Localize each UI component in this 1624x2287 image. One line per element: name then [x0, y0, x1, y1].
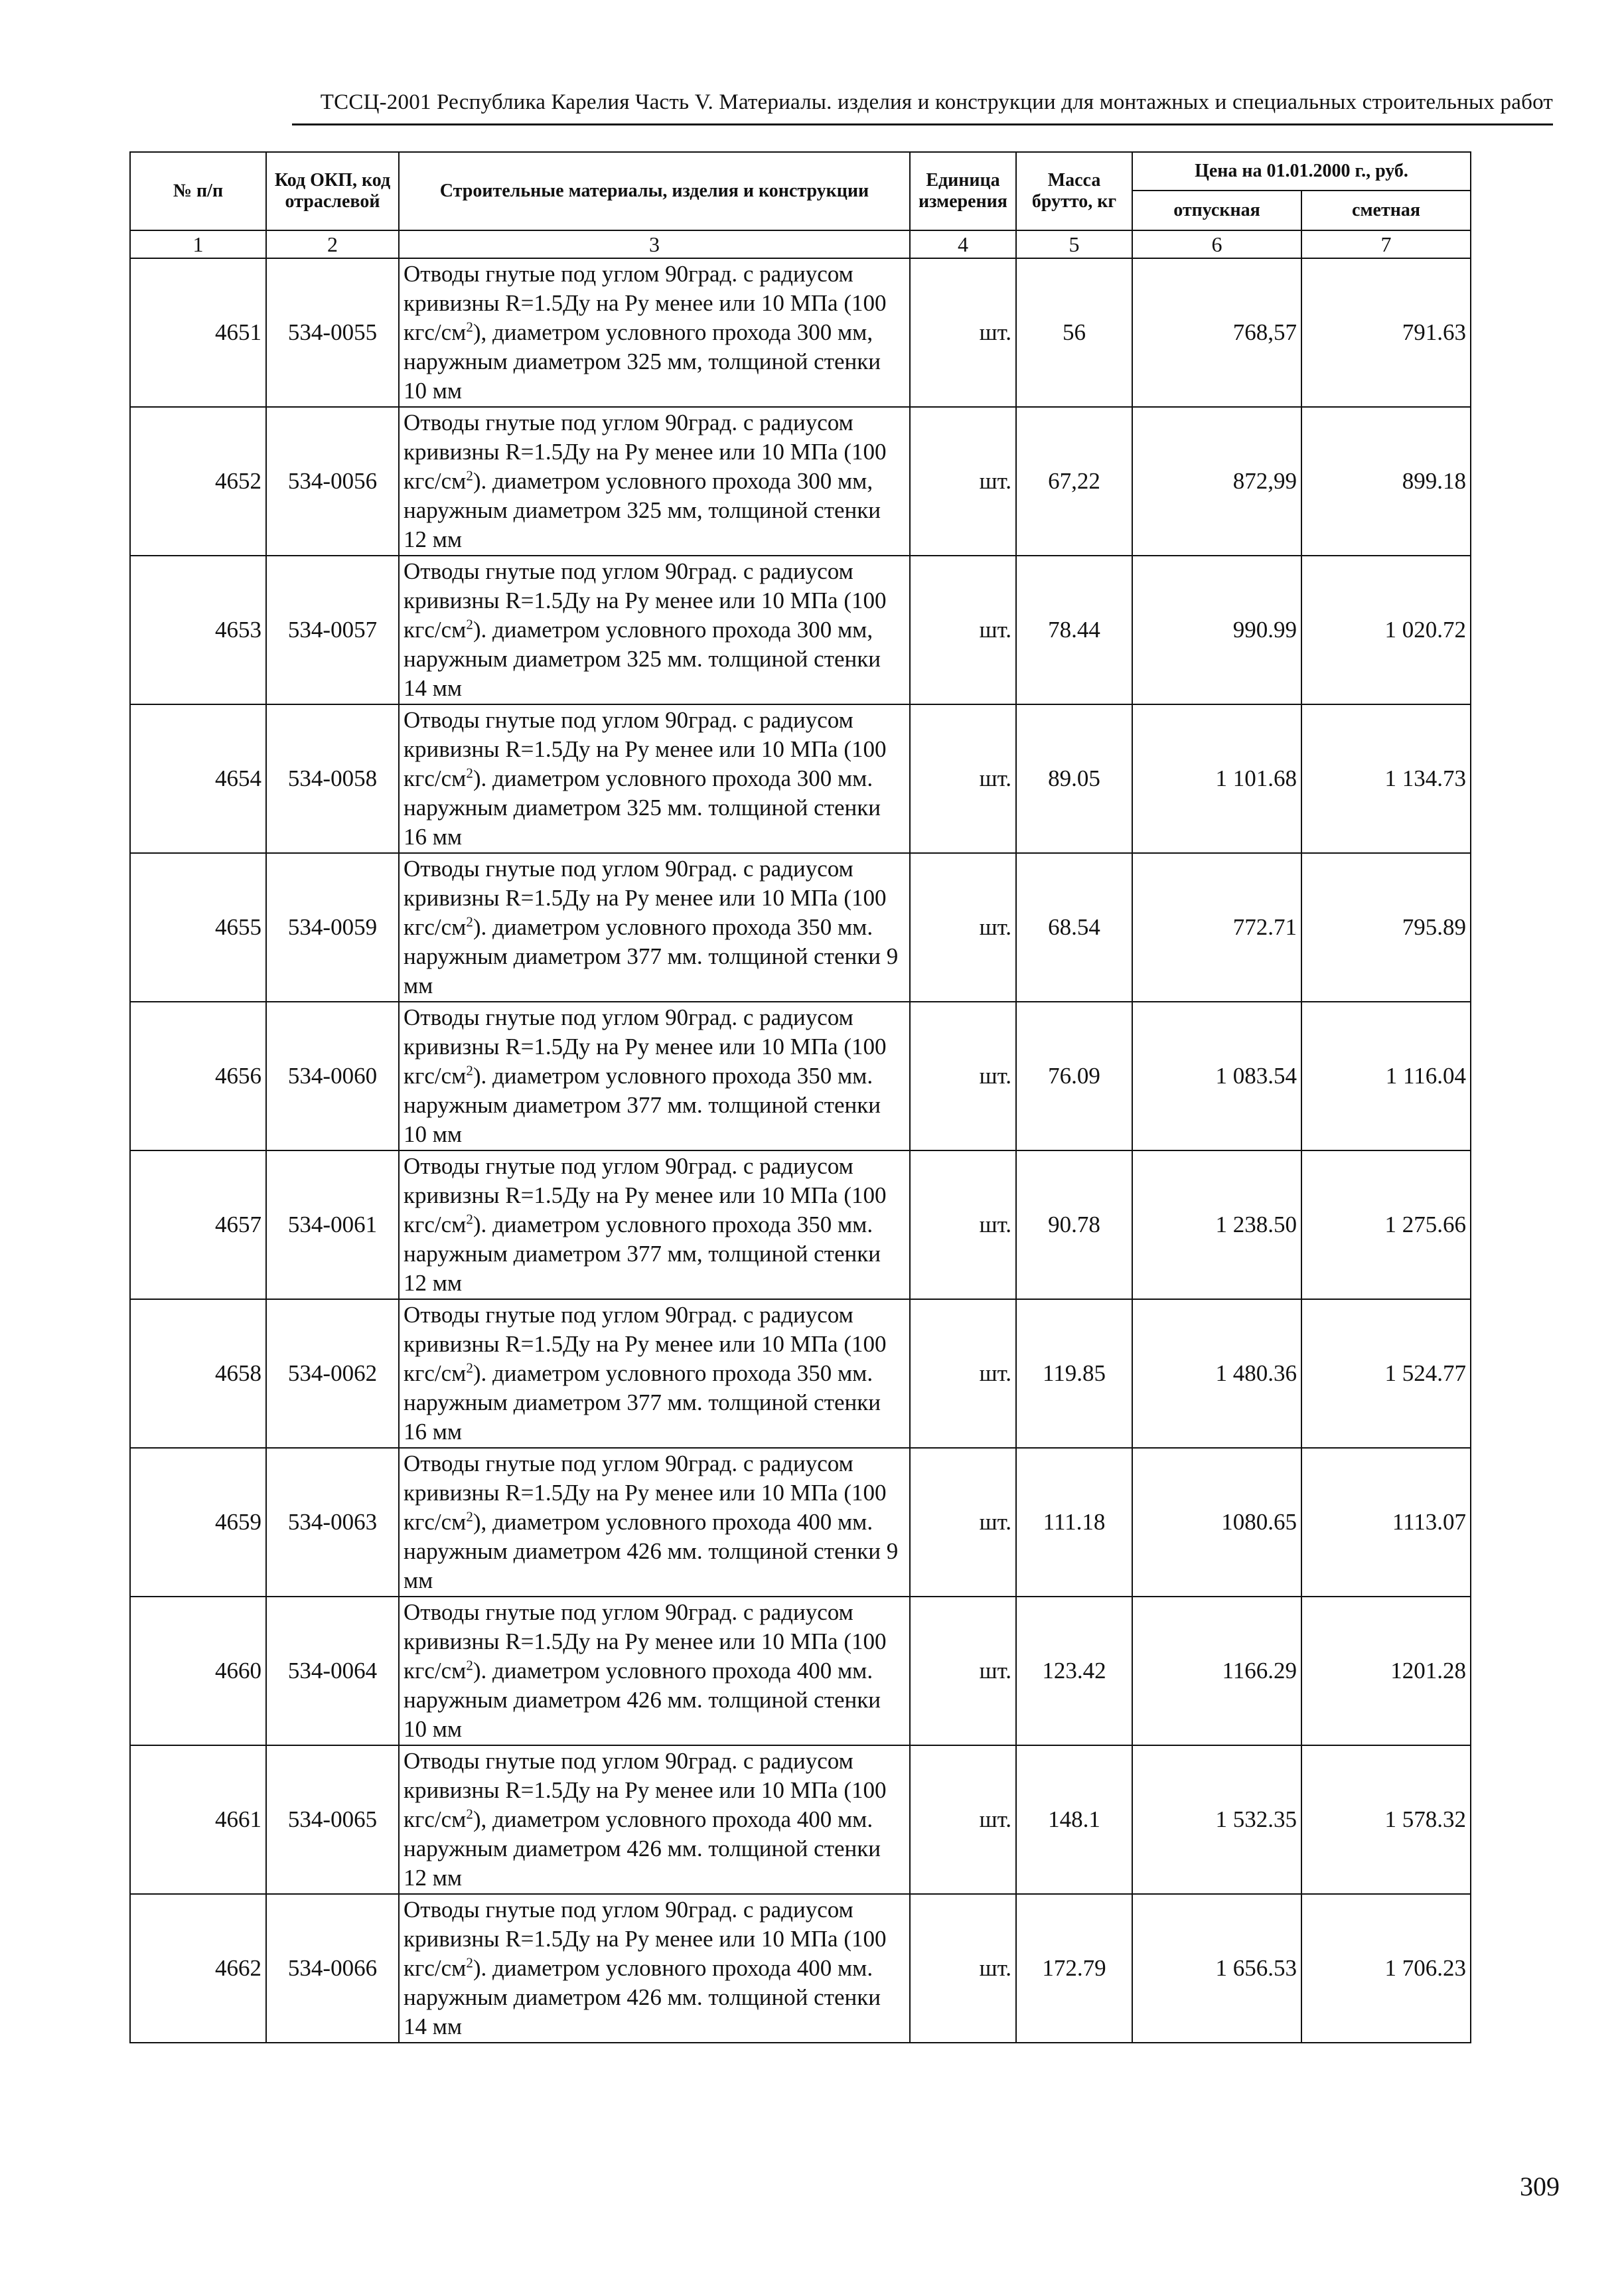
header-price-group: Цена на 01.01.2000 г., руб.: [1132, 152, 1471, 191]
unit-of-measure: шт.: [910, 407, 1016, 556]
description-text: Отводы гнутые под углом 90град. с радиусом кривизны R=1.5Ду на Ру менее или 10 МПа (100 кгс/см: [404, 1450, 887, 1535]
unit-of-measure: шт.: [910, 556, 1016, 704]
unit-exponent: 2: [466, 1806, 473, 1822]
gross-mass: 148.1: [1016, 1745, 1132, 1894]
column-number: 6: [1132, 230, 1301, 258]
gross-mass: 172.79: [1016, 1894, 1132, 2043]
description-text: Отводы гнутые под углом 90град. с радиусом кривизны R=1.5Ду на Ру менее или 10 МПа (100 кгс/см: [404, 1004, 887, 1089]
column-number: 5: [1016, 230, 1132, 258]
unit-of-measure: шт.: [910, 853, 1016, 1002]
okp-code: 534-0066: [266, 1894, 399, 2043]
description-text: Отводы гнутые под углом 90град. с радиусом кривизны R=1.5Ду на Ру менее или 10 МПа (100 кгс/см: [404, 855, 887, 940]
okp-code: 534-0057: [266, 556, 399, 704]
table-row: [130, 556, 1471, 704]
gross-mass: 89.05: [1016, 704, 1132, 853]
column-number: 2: [266, 230, 399, 258]
header-desc: Строительные материалы, изделия и конструкции: [399, 152, 910, 230]
description-text: ). диаметром условного прохода 350 мм. наружным диаметром 377 мм. толщиной стенки 9 мм: [404, 913, 899, 999]
gross-mass: 123.42: [1016, 1597, 1132, 1745]
table-row: [130, 407, 1471, 556]
unit-of-measure: шт.: [910, 258, 1016, 407]
description-text: ), диаметром условного прохода 400 мм. наружным диаметром 426 мм. толщиной стенки 9 мм: [404, 1508, 899, 1594]
price-estimate: 1 134.73: [1301, 704, 1471, 853]
price-release: 768,57: [1132, 258, 1301, 407]
description-text: Отводы гнутые под углом 90град. с радиусом кривизны R=1.5Ду на Ру менее или 10 МПа (100 кгс/см: [404, 706, 887, 791]
column-number: 3: [399, 230, 910, 258]
page-header: ТССЦ-2001 Республика Карелия Часть V. Материалы. изделия и конструкции для монтажных и специальных строительных работ: [320, 90, 1553, 114]
price-estimate: 795.89: [1301, 853, 1471, 1002]
table-row: [130, 1299, 1471, 1448]
material-description: [399, 704, 910, 853]
material-description: [399, 1894, 910, 2043]
price-release: 990.99: [1132, 556, 1301, 704]
unit-exponent: 2: [466, 913, 473, 930]
price-estimate: 1 706.23: [1301, 1894, 1471, 2043]
description-text: ). диаметром условного прохода 400 мм. наружным диаметром 426 мм. толщиной стенки 14 мм: [404, 1954, 881, 2040]
price-estimate: 1 524.77: [1301, 1299, 1471, 1448]
header-rule: [292, 123, 1553, 125]
unit-exponent: 2: [466, 765, 473, 781]
unit-exponent: 2: [466, 1360, 473, 1376]
price-estimate: 791.63: [1301, 258, 1471, 407]
description-text: ). диаметром условного прохода 300 мм. наружным диаметром 325 мм. толщиной стенки 16 мм: [404, 765, 881, 850]
gross-mass: 119.85: [1016, 1299, 1132, 1448]
table-row: [130, 1150, 1471, 1299]
material-description: [399, 1745, 910, 1894]
unit-of-measure: шт.: [910, 1299, 1016, 1448]
gross-mass: 78.44: [1016, 556, 1132, 704]
description-text: Отводы гнутые под углом 90град. с радиусом кривизны R=1.5Ду на Ру менее или 10 МПа (100 кгс/см: [404, 1301, 887, 1386]
header-mass: Масса брутто, кг: [1016, 152, 1132, 230]
unit-exponent: 2: [466, 319, 473, 335]
row-number: 4655: [130, 853, 266, 1002]
material-description: [399, 1299, 910, 1448]
okp-code: 534-0058: [266, 704, 399, 853]
okp-code: 534-0065: [266, 1745, 399, 1894]
price-release: 1 238.50: [1132, 1150, 1301, 1299]
price-estimate: 899.18: [1301, 407, 1471, 556]
price-estimate: 1201.28: [1301, 1597, 1471, 1745]
table-row: [130, 1745, 1471, 1894]
row-number: 4656: [130, 1002, 266, 1150]
table-row: [130, 1002, 1471, 1150]
price-release: 1166.29: [1132, 1597, 1301, 1745]
material-description: [399, 258, 910, 407]
row-number: 4657: [130, 1150, 266, 1299]
description-text: ). диаметром условного прохода 300 мм, наружным диаметром 325 мм. толщиной стенки 14 мм: [404, 616, 881, 702]
gross-mass: 111.18: [1016, 1448, 1132, 1597]
header-price-release: отпускная: [1132, 191, 1301, 230]
unit-of-measure: шт.: [910, 1894, 1016, 2043]
row-number: 4651: [130, 258, 266, 407]
price-estimate: 1 020.72: [1301, 556, 1471, 704]
table-body: [130, 230, 1471, 2043]
description-text: ). диаметром условного прохода 400 мм. наружным диаметром 426 мм. толщиной стенки 10 мм: [404, 1657, 881, 1743]
description-text: Отводы гнутые под углом 90град. с радиусом кривизны R=1.5Ду на Ру менее или 10 МПа (100 кгс/см: [404, 1152, 887, 1237]
material-description: [399, 853, 910, 1002]
gross-mass: 76.09: [1016, 1002, 1132, 1150]
okp-code: 534-0062: [266, 1299, 399, 1448]
okp-code: 534-0063: [266, 1448, 399, 1597]
price-estimate: 1113.07: [1301, 1448, 1471, 1597]
row-number: 4662: [130, 1894, 266, 2043]
description-text: ), диаметром условного прохода 300 мм, наружным диаметром 325 мм, толщиной стенки 10 мм: [404, 319, 881, 404]
unit-of-measure: шт.: [910, 1448, 1016, 1597]
row-number: 4661: [130, 1745, 266, 1894]
price-estimate: 1 275.66: [1301, 1150, 1471, 1299]
okp-code: 534-0056: [266, 407, 399, 556]
unit-of-measure: шт.: [910, 1597, 1016, 1745]
table-row: [130, 853, 1471, 1002]
okp-code: 534-0061: [266, 1150, 399, 1299]
okp-code: 534-0055: [266, 258, 399, 407]
price-release: 1 083.54: [1132, 1002, 1301, 1150]
description-text: ). диаметром условного прохода 300 мм, наружным диаметром 325 мм, толщиной стенки 12 мм: [404, 467, 881, 553]
description-text: ). диаметром условного прохода 350 мм. наружным диаметром 377 мм, толщиной стенки 12 мм: [404, 1211, 881, 1297]
price-table: [129, 151, 1471, 2043]
row-number: 4654: [130, 704, 266, 853]
column-number: 7: [1301, 230, 1471, 258]
row-number: 4659: [130, 1448, 266, 1597]
header-unit: Единица измерения: [910, 152, 1016, 230]
unit-exponent: 2: [466, 616, 473, 633]
unit-exponent: 2: [466, 1508, 473, 1525]
table-row: [130, 704, 1471, 853]
unit-exponent: 2: [466, 1954, 473, 1971]
price-estimate: 1 578.32: [1301, 1745, 1471, 1894]
unit-exponent: 2: [466, 1062, 473, 1079]
price-release: 1 101.68: [1132, 704, 1301, 853]
description-text: ), диаметром условного прохода 400 мм. наружным диаметром 426 мм. толщиной стенки 12 мм: [404, 1806, 881, 1891]
row-number: 4652: [130, 407, 266, 556]
description-text: ). диаметром условного прохода 350 мм. наружным диаметром 377 мм. толщиной стенки 16 мм: [404, 1360, 881, 1445]
gross-mass: 56: [1016, 258, 1132, 407]
description-text: ). диаметром условного прохода 350 мм. наружным диаметром 377 мм. толщиной стенки 10 мм: [404, 1062, 881, 1148]
header-code: Код ОКП, код отраслевой: [266, 152, 399, 230]
price-release: 772.71: [1132, 853, 1301, 1002]
material-description: [399, 407, 910, 556]
price-release: 1 656.53: [1132, 1894, 1301, 2043]
column-number: 1: [130, 230, 266, 258]
okp-code: 534-0059: [266, 853, 399, 1002]
table-row: [130, 1894, 1471, 2043]
unit-of-measure: шт.: [910, 1745, 1016, 1894]
gross-mass: 90.78: [1016, 1150, 1132, 1299]
unit-of-measure: шт.: [910, 1002, 1016, 1150]
price-release: 1080.65: [1132, 1448, 1301, 1597]
gross-mass: 67,22: [1016, 407, 1132, 556]
unit-exponent: 2: [466, 1657, 473, 1674]
description-text: Отводы гнутые под углом 90град. с радиусом кривизны R=1.5Ду на Ру менее или 10 МПа (100 кгс/см: [404, 1896, 887, 1981]
okp-code: 534-0060: [266, 1002, 399, 1150]
table-row: [130, 258, 1471, 407]
table-row: [130, 1448, 1471, 1597]
price-release: 1 532.35: [1132, 1745, 1301, 1894]
description-text: Отводы гнутые под углом 90град. с радиусом кривизны R=1.5Ду на Ру менее или 10 МПа (100 кгс/см: [404, 558, 887, 643]
gross-mass: 68.54: [1016, 853, 1132, 1002]
okp-code: 534-0064: [266, 1597, 399, 1745]
material-description: [399, 556, 910, 704]
unit-of-measure: шт.: [910, 704, 1016, 853]
description-text: Отводы гнутые под углом 90град. с радиусом кривизны R=1.5Ду на Ру менее или 10 МПа (100 кгс/см: [404, 1599, 887, 1684]
material-description: [399, 1002, 910, 1150]
header-num: № п/п: [130, 152, 266, 230]
description-text: Отводы гнутые под углом 90град. с радиусом кривизны R=1.5Ду на Ру менее или 10 МПа (100 кгс/см: [404, 409, 887, 494]
row-number: 4660: [130, 1597, 266, 1745]
unit-exponent: 2: [466, 1211, 473, 1227]
unit-of-measure: шт.: [910, 1150, 1016, 1299]
description-text: Отводы гнутые под углом 90град. с радиусом кривизны R=1.5Ду на Ру менее или 10 МПа (100 кгс/см: [404, 1747, 887, 1832]
material-description: [399, 1448, 910, 1597]
row-number: 4653: [130, 556, 266, 704]
header-price-estimate: сметная: [1301, 191, 1471, 230]
unit-exponent: 2: [466, 467, 473, 484]
row-number: 4658: [130, 1299, 266, 1448]
material-description: [399, 1150, 910, 1299]
material-description: [399, 1597, 910, 1745]
column-number-row: [130, 230, 1471, 258]
column-number: 4: [910, 230, 1016, 258]
table-row: [130, 1597, 1471, 1745]
page-number: 309: [1520, 2171, 1560, 2201]
price-release: 1 480.36: [1132, 1299, 1301, 1448]
price-release: 872,99: [1132, 407, 1301, 556]
description-text: Отводы гнутые под углом 90град. с радиусом кривизны R=1.5Ду на Ру менее или 10 МПа (100 кгс/см: [404, 260, 887, 345]
price-estimate: 1 116.04: [1301, 1002, 1471, 1150]
